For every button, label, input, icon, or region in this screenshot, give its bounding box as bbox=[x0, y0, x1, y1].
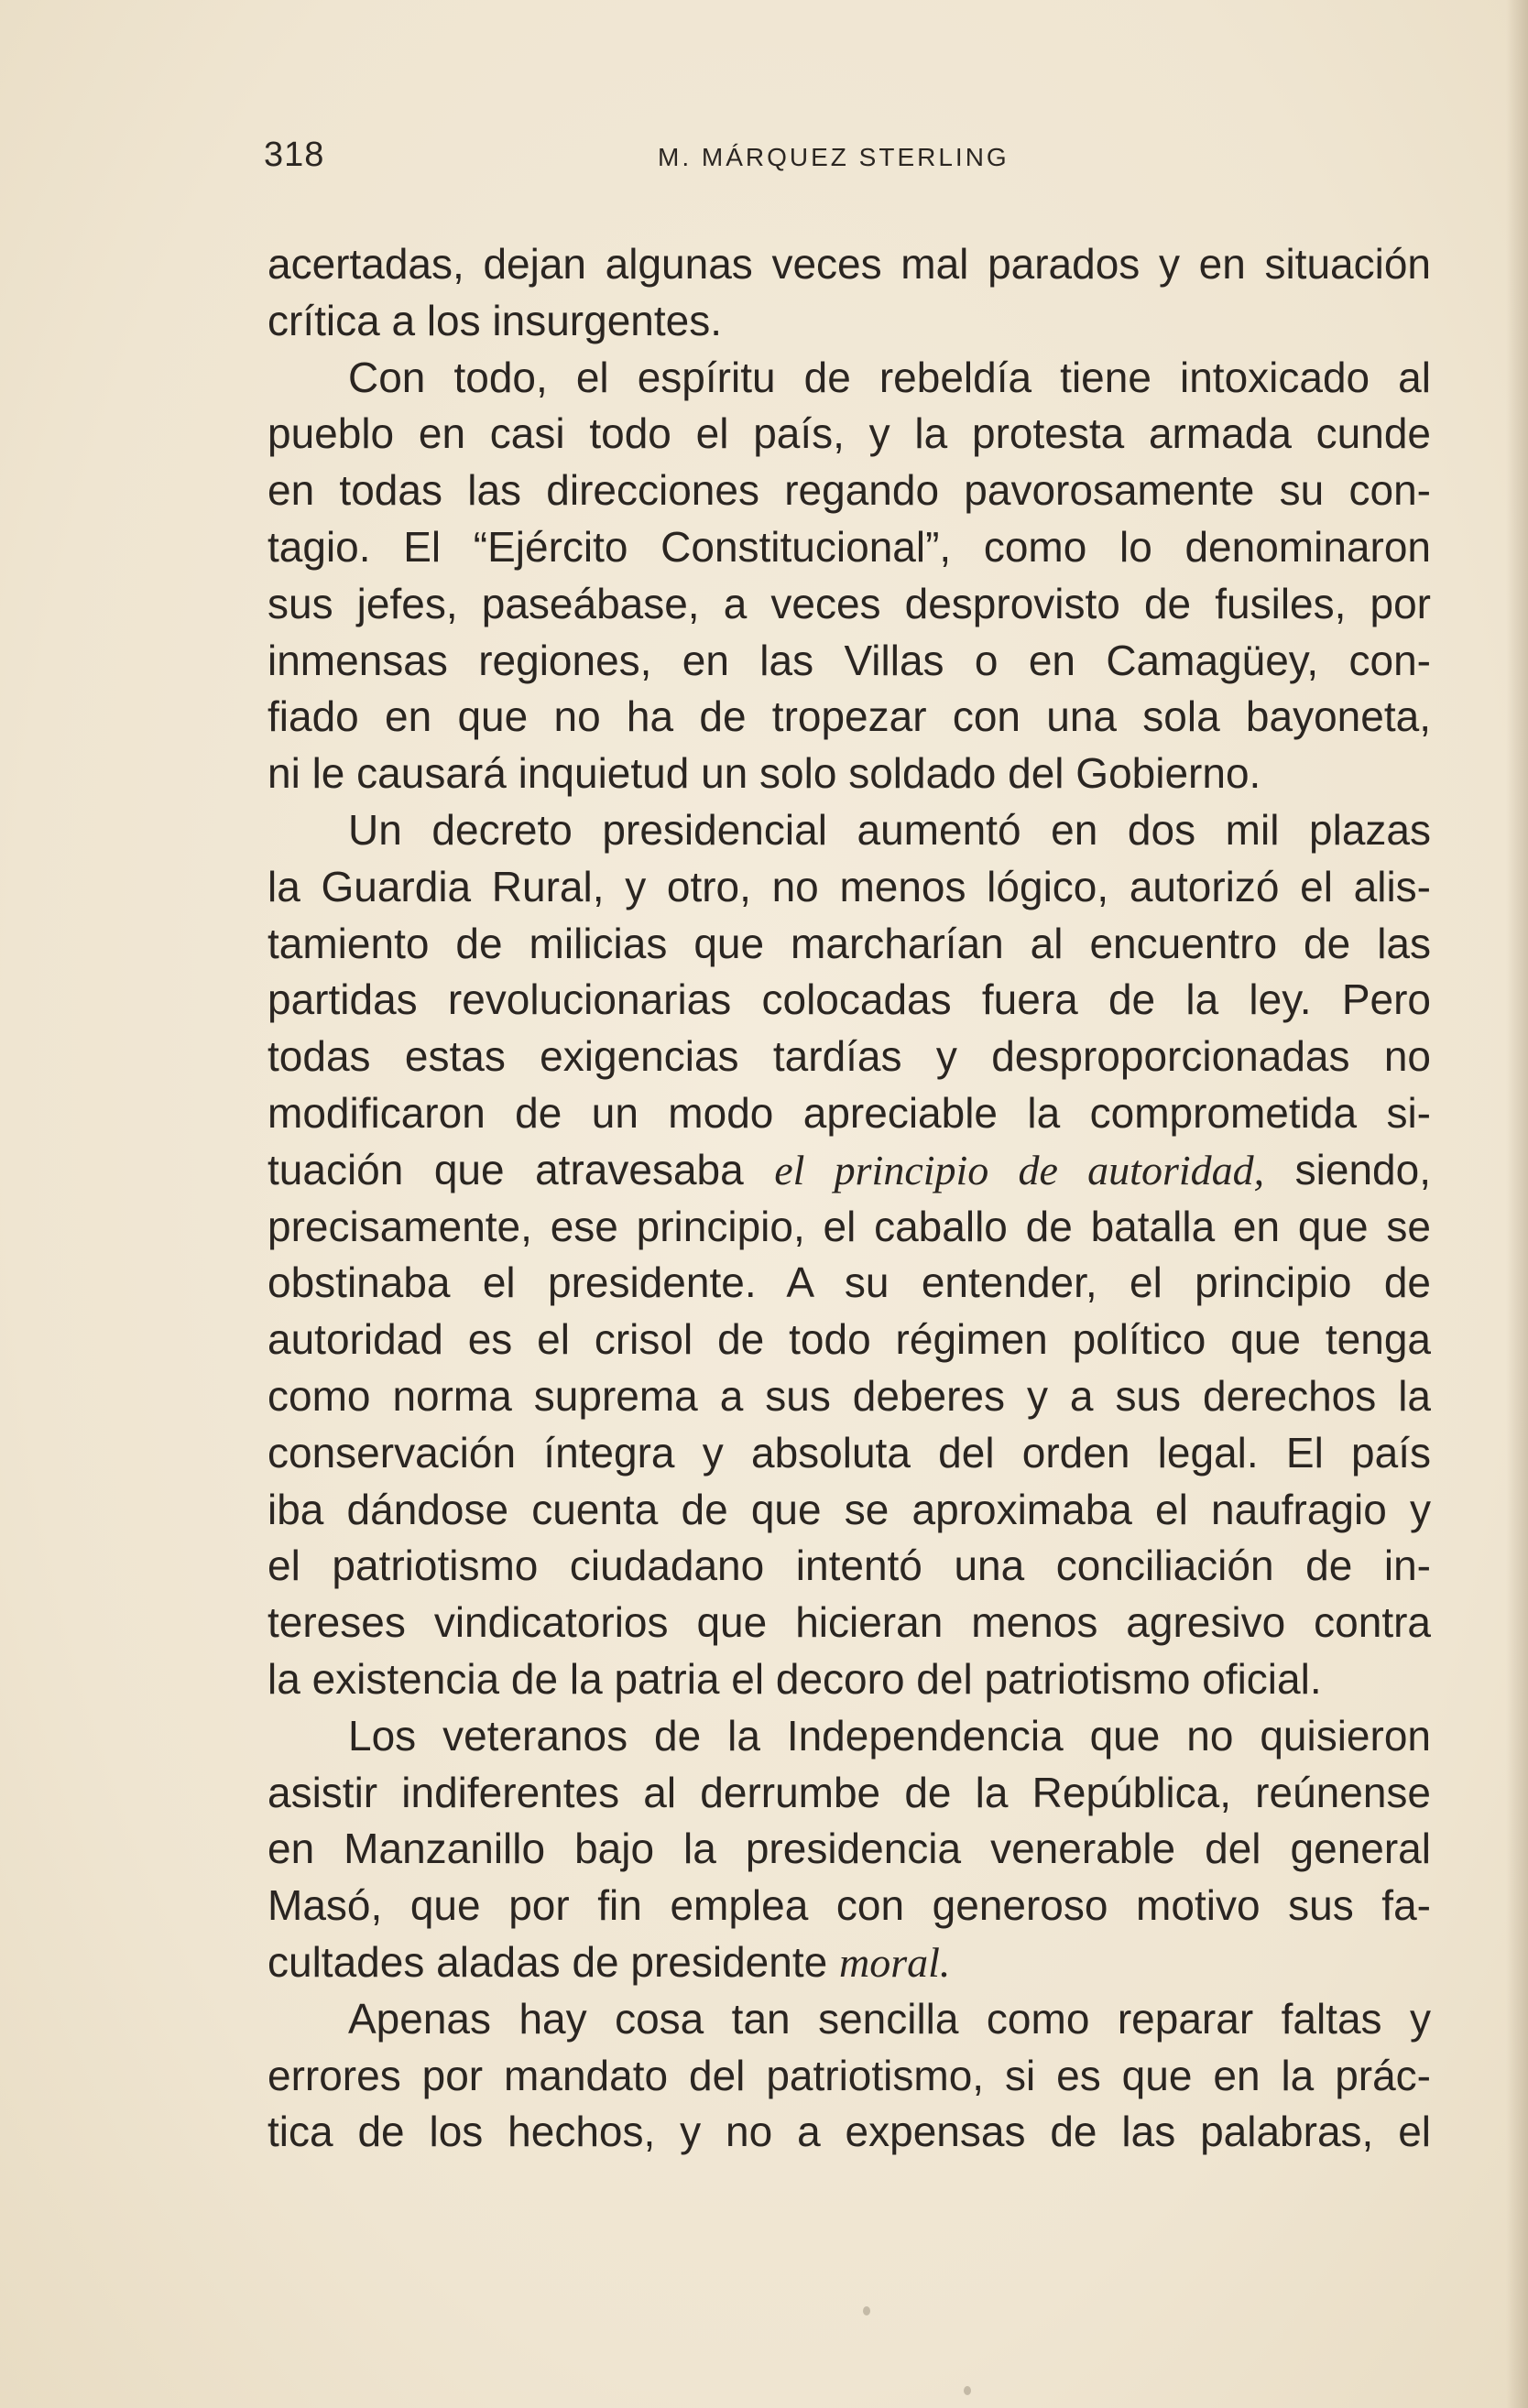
text-line: Con todo, el espíritu de rebeldía tiene intoxicado al bbox=[348, 353, 1431, 401]
italic-word: moral. bbox=[839, 1938, 951, 1986]
text-line: Masó, que por fin emplea con generoso motivo sus fa- bbox=[267, 1881, 1431, 1930]
text-line: Apenas hay cosa tan sencilla como reparar faltas y bbox=[348, 1994, 1431, 2043]
text-line: todas estas exigencias tardías y desproporcionadas no bbox=[267, 1032, 1431, 1081]
text-line: la existencia de la patria el decoro del patriotismo oficial. bbox=[267, 1654, 1322, 1703]
text-line: crítica a los insurgentes. bbox=[267, 296, 723, 344]
text-line: tagio. El “Ejército Constitucional”, como lo denominaron bbox=[267, 522, 1431, 571]
text-line: como norma suprema a sus deberes y a sus derechos la bbox=[267, 1371, 1431, 1420]
running-title: M. MÁRQUEZ STERLING bbox=[658, 143, 1010, 171]
text-line: obstinaba el presidente. A su entender, el principio de bbox=[267, 1258, 1431, 1307]
text-line: inmensas regiones, en las Villas o en Camagüey, con- bbox=[267, 636, 1431, 684]
text-segment: siendo, bbox=[1294, 1145, 1431, 1193]
text-line: errores por mandato del patriotismo, si es que en la prác- bbox=[267, 2051, 1431, 2099]
paper-speck bbox=[863, 2306, 870, 2315]
text-segment: tuación que atravesaba bbox=[267, 1145, 744, 1193]
text-line: Los veteranos de la Independencia que no quisieron bbox=[348, 1711, 1431, 1760]
text-line: ni le causará inquietud un solo soldado del Gobierno. bbox=[267, 749, 1261, 798]
text-line: sus jefes, paseábase, a veces desprovisto de fusiles, por bbox=[267, 579, 1431, 627]
text-line: acertadas, dejan algunas veces mal parados y en situación bbox=[267, 240, 1431, 288]
text-line: iba dándose cuenta de que se aproximaba el naufragio y bbox=[267, 1485, 1431, 1533]
text-line: la Guardia Rural, y otro, no menos lógico, autorizó el alis- bbox=[267, 862, 1431, 910]
text-segment: cultades aladas de presidente bbox=[267, 1937, 828, 1986]
paper-speck bbox=[964, 2386, 971, 2395]
text-line: pueblo en casi todo el país, y la protesta armada cunde bbox=[267, 409, 1431, 458]
text-line: tereses vindicatorios que hicieran menos agresivo contra bbox=[267, 1598, 1431, 1647]
text-line: asistir indiferentes al derrumbe de la República, reúnense bbox=[267, 1768, 1431, 1816]
page-edge-shadow bbox=[1506, 0, 1528, 2408]
italic-phrase: el principio de autoridad, bbox=[774, 1146, 1265, 1193]
text-line: partidas revolucionarias colocadas fuera de la ley. Pero bbox=[267, 975, 1431, 1024]
text-line: tamiento de milicias que marcharían al encuentro de las bbox=[267, 919, 1431, 967]
text-line: tica de los hechos, y no a expensas de las palabras, el bbox=[267, 2108, 1431, 2156]
text-line: en todas las direcciones regando pavorosamente su con- bbox=[267, 466, 1431, 515]
body-text bbox=[267, 236, 1431, 2161]
text-line: modificaron de un modo apreciable la comprometida si- bbox=[267, 1088, 1431, 1137]
text-line: Un decreto presidencial aumentó en dos mil plazas bbox=[348, 805, 1431, 854]
running-head bbox=[264, 136, 1446, 191]
text-line: fiado en que no ha de tropezar con una sola bayoneta, bbox=[267, 692, 1431, 741]
text-line: en Manzanillo bajo la presidencia venerable del general bbox=[267, 1825, 1431, 1873]
text-line-mixed bbox=[267, 1142, 1431, 1199]
text-line-mixed bbox=[267, 1934, 1431, 1991]
text-line: el patriotismo ciudadano intentó una conciliación de in- bbox=[267, 1542, 1431, 1590]
text-line: precisamente, ese principio, el caballo de batalla en que se bbox=[267, 1202, 1431, 1250]
text-line: autoridad es el crisol de todo régimen político que tenga bbox=[267, 1315, 1431, 1364]
page-number: 318 bbox=[264, 136, 325, 174]
text-line: conservación íntegra y absoluta del orden legal. El país bbox=[267, 1428, 1431, 1476]
